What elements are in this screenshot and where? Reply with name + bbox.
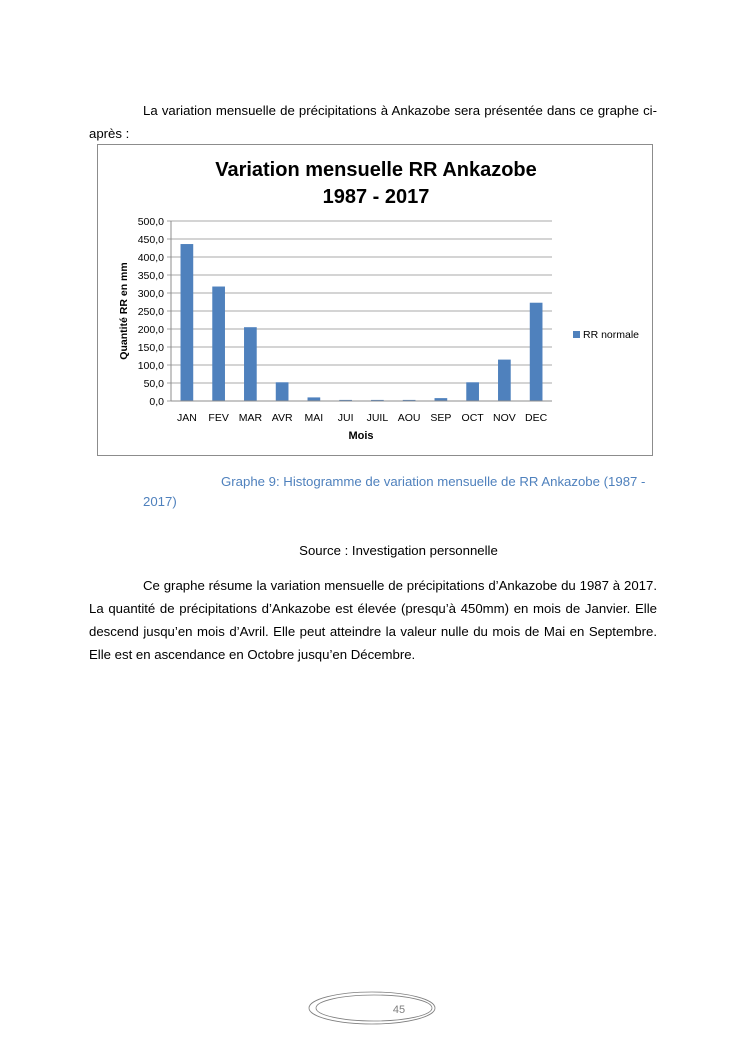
x-tick-label: SEP	[430, 412, 452, 424]
y-axis-label: Quantité RR en mm	[118, 262, 130, 360]
bar-fev	[212, 287, 225, 401]
x-tick-label: OCT	[461, 412, 484, 424]
page-number-badge	[307, 990, 437, 1026]
page-number: 45	[392, 1004, 406, 1016]
y-tick-label: 250,0	[137, 306, 164, 318]
y-tick-label: 100,0	[137, 360, 164, 372]
bar-chart	[98, 145, 654, 457]
y-tick-label: 350,0	[137, 270, 164, 282]
bar-dec	[530, 303, 543, 401]
x-tick-label: MAR	[238, 412, 263, 424]
x-tick-label: JAN	[176, 412, 197, 424]
y-tick-label: 300,0	[137, 288, 164, 300]
bars	[181, 244, 543, 401]
chart-title: Variation mensuelle RR Ankazobe	[215, 159, 537, 181]
chart-subtitle: 1987 - 2017	[322, 186, 430, 208]
x-tick-label: JUIL	[366, 412, 389, 424]
bar-oct	[466, 382, 479, 401]
x-tick-labels	[177, 412, 548, 424]
intro-text: La variation mensuelle de précipitations à Ankazobe sera présentée dans ce graphe ci-après :	[89, 103, 657, 142]
intro-paragraph	[89, 99, 657, 145]
y-tick-label: 200,0	[137, 324, 164, 336]
x-tick-label: AVR	[271, 412, 293, 424]
y-tick-label: 50,0	[143, 378, 164, 390]
y-tick-label: 500,0	[137, 216, 164, 228]
chart-container	[97, 144, 653, 456]
bar-mar	[244, 327, 257, 401]
y-tick-label: 0,0	[149, 396, 164, 408]
legend-label: RR normale	[583, 329, 640, 341]
y-tick-label: 450,0	[137, 234, 164, 246]
body-text: Ce graphe résume la variation mensuelle de précipitations d’Ankazobe du 1987 à 2017. La quantité de précipitations d’Ankazobe est élevée (presqu’à 450mm) en mois de Janvier. Elle descend jusqu’en mois d’Avril. Elle peut atteindre la valeur nulle du mois de Mai en Septembre. Elle est en ascendance en Octobre jusqu’en Décembre.	[89, 578, 657, 663]
x-tick-label: NOV	[492, 412, 516, 424]
x-axis-label: Mois	[348, 430, 374, 442]
bar-nov	[498, 360, 511, 401]
legend-swatch	[573, 331, 580, 338]
bar-avr	[276, 382, 289, 401]
y-tick-label: 400,0	[137, 252, 164, 264]
x-tick-label: JUI	[337, 412, 354, 424]
x-tick-label: DEC	[525, 412, 548, 424]
source-line: Source : Investigation personnelle	[299, 543, 498, 558]
x-tick-label: FEV	[208, 412, 229, 424]
bar-jan	[181, 244, 194, 401]
figure-caption: Graphe 9: Histogramme de variation mensuelle de RR Ankazobe (1987 - 2017)	[143, 474, 646, 509]
x-tick-label: MAI	[304, 412, 324, 424]
body-paragraph	[89, 574, 657, 666]
x-tick-label: AOU	[397, 412, 421, 424]
y-tick-label: 150,0	[137, 342, 164, 354]
bar-mai	[308, 397, 321, 401]
y-tick-labels	[138, 216, 164, 408]
